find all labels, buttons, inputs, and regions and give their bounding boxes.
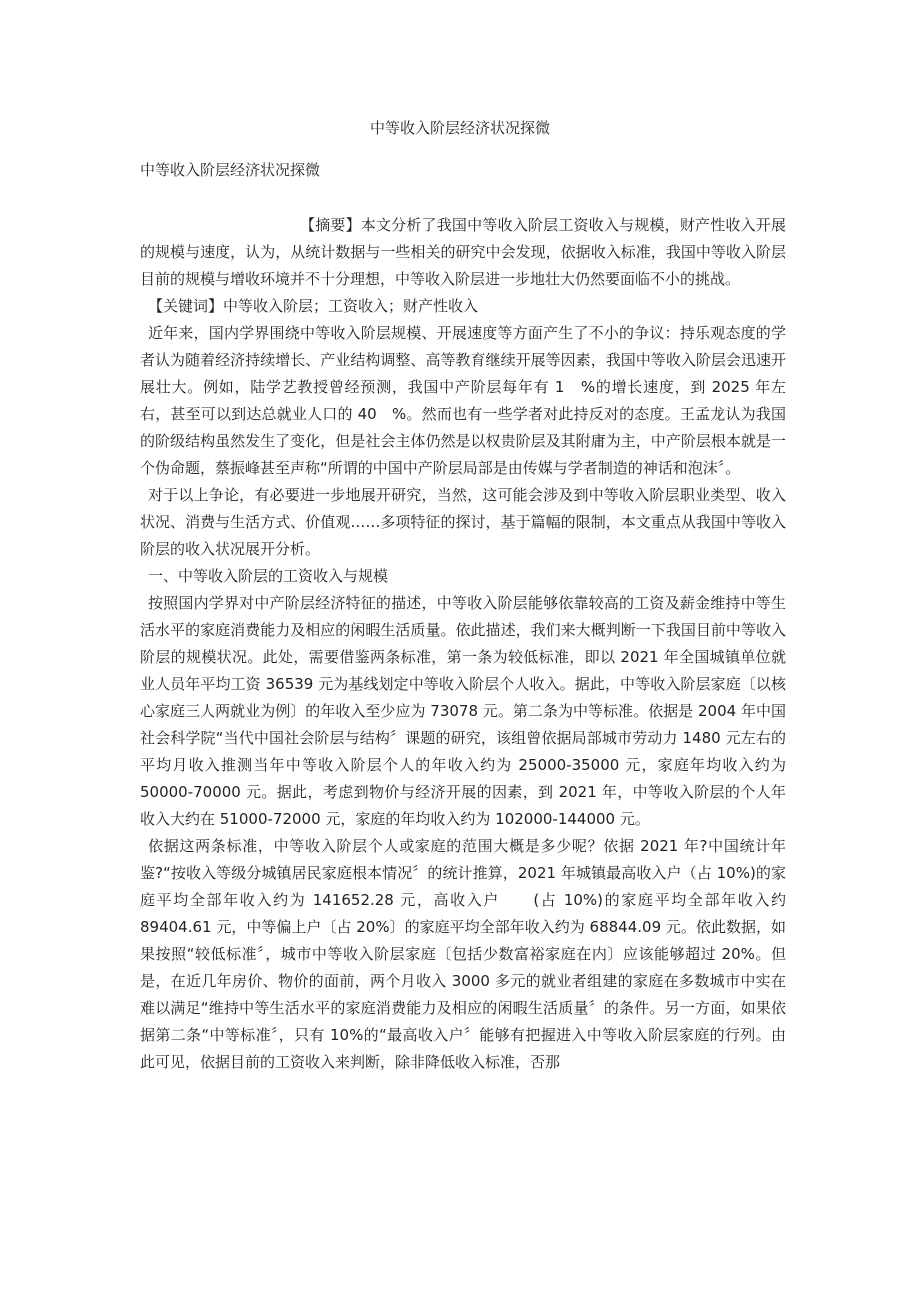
body-paragraph: 近年来，国内学界围绕中等收入阶层规模、开展速度等方面产生了不小的争议：持乐观态度的学者认为随着经济持续增长、产业结构调整、高等教育继续开展等因素，我国中等收入阶层会迅速开展壮大。例如，陆学艺教授曾经预测，我国中产阶层每年有 1 %的增长速度，到 2025 年左右，甚至可以到达总就业人口的 40 %。然而也有一些学者对此持反对的态度。王孟龙认为我国的阶级结构虽然发生了变化，但是社会主体仍然是以权贵阶层及其附庸为主，中产阶层根本就是一个伪命题，蔡振峰甚至声称“所谓的中国中产阶层局部是由传媒与学者制造的神话和泡沫〞。	[140, 324, 786, 477]
document-subtitle: 中等收入阶层经济状况探微	[140, 161, 321, 179]
body-paragraph: 依据这两条标准，中等收入阶层个人或家庭的范围大概是多少呢？依据 2021 年?中国统计年鉴?“按收入等级分城镇居民家庭根本情况〞的统计推算，2021 年城镇最高收入户（占 10%)的家庭平均全部年收入约为 141652.28 元，高收入户 (占 10%)的家庭平均全部年收入约 89404.61 元，中等偏上户〔占 20%〕的家庭平均全部年收入约为 68844.09 元。依此数据，如果按照“较低标准〞，城市中等收入阶层家庭〔包括少数富裕家庭在内〕应该能够超过 20%。但是，在近几年房价、物价的面前，两个月收入 3000 多元的就业者组建的家庭在多数城市中实在难以满足“维持中等生活水平的家庭消费能力及相应的闲暇生活质量〞的条件。另一方面，如果依据第二条“中等标准〞，只有 10%的“最高收入户〞能够有把握进入中等收入阶层家庭的行列。由此可见，依据目前的工资收入来判断，除非降低收入标准，否那	[140, 837, 786, 1071]
body-paragraph: 对于以上争论，有必要进一步地展开研究，当然，这可能会涉及到中等收入阶层职业类型、收入状况、消费与生活方式、价值观……多项特征的探讨，基于篇幅的限制，本文重点从我国中等收入阶层的收入状况展开分析。	[140, 486, 786, 558]
body-paragraph: 按照国内学界对中产阶层经济特征的描述，中等收入阶层能够依靠较高的工资及薪金维持中等生活水平的家庭消费能力及相应的闲暇生活质量。依此描述，我们来大概判断一下我国目前中等收入阶层的规模状况。此处，需要借鉴两条标准，第一条为较低标准，即以 2021 年全国城镇单位就业人员年平均工资 36539 元为基线划定中等收入阶层个人收入。据此，中等收入阶层家庭〔以核心家庭三人两就业为例〕的年收入至少应为 73078 元。第二条为中等标准。依据是 2004 年中国社会科学院“当代中国社会阶层与结构〞课题的研究，该组曾依据局部城市劳动力 1480 元左右的平均月收入推测当年中等收入阶层个人的年收入约为 25000-35000 元，家庭年均收入约为 50000-70000 元。据此，考虑到物价与经济开展的因素，到 2021 年，中等收入阶层的个人年收入大约在 51000-72000 元，家庭的年均收入约为 102000-144000 元。	[140, 594, 786, 828]
abstract-paragraph: 【摘要】本文分析了我国中等收入阶层工资收入与规模，财产性收入开展的规模与速度，认为，从统计数据与一些相关的研究中会发现，依据收入标准，我国中等收入阶层目前的规模与增收环境并不十分理想，中等收入阶层进一步地壮大仍然要面临不小的挑战。	[140, 216, 786, 288]
keywords-line: 【关键词】中等收入阶层；工资收入；财产性收入	[148, 297, 479, 315]
section-heading: 一、中等收入阶层的工资收入与规模	[148, 567, 389, 585]
document-body	[140, 212, 786, 1076]
document-title: 中等收入阶层经济状况探微	[369, 119, 550, 137]
